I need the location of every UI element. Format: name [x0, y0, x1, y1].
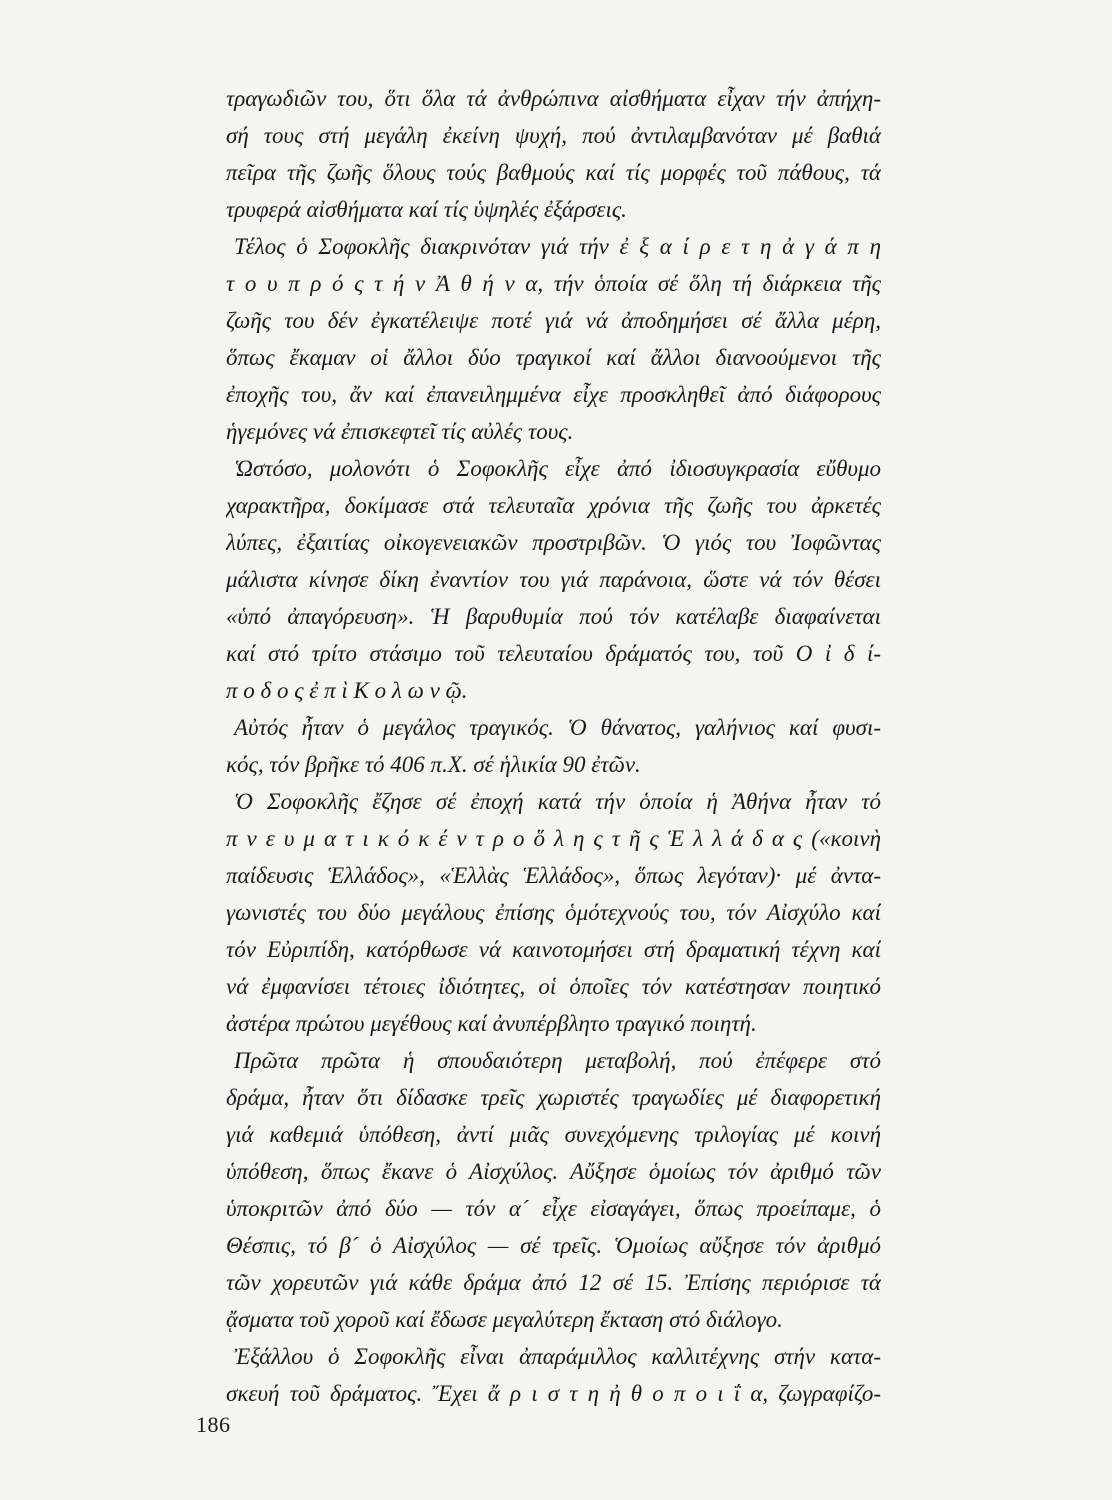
text-line: Θέσπις, τό β´ ὁ Αἰσχύλος — σέ τρεῖς. Ὁμοίως αὔξησε τόν ἀριθμό	[226, 1233, 881, 1258]
text-line: τραγωδιῶν του, ὅτι ὅλα τά ἀνθρώπινα αἰσθήματα εἶχαν τήν ἀπήχη-	[226, 86, 881, 111]
text-line: ἀστέρα πρώτου μεγέθους καί ἀνυπέρβλητο τραγικό ποιητή.	[226, 1011, 757, 1036]
text-line: τ ο υ π ρ ό ς τ ή ν Ἀ θ ή ν α, τήν ὁποία σέ ὅλη τή διάρκεια τῆς	[226, 271, 881, 296]
text-line: ἡγεμόνες νά ἐπισκεφτεῖ τίς αὐλές τους.	[226, 419, 574, 444]
text-line: ἐποχῆς του, ἄν καί ἐπανειλημμένα εἶχε προσκληθεῖ ἀπό διάφορους	[226, 382, 881, 407]
text-line: κός, τόν βρῆκε τό 406 π.Χ. σέ ἡλικία 90 ἐτῶν.	[226, 752, 641, 777]
text-line: λύπες, ἐξαιτίας οἰκογενειακῶν προστριβῶν. Ὁ γιός του Ἰοφῶντας	[226, 530, 881, 555]
text-line: Ὡστόσο, μολονότι ὁ Σοφοκλῆς εἶχε ἀπό ἰδιοσυγκρασία εὔθυμο	[234, 456, 881, 481]
page-number: 186	[196, 1412, 231, 1437]
text-line: σκευή τοῦ δράματος. Ἔχει ἄ ρ ι σ τ η ἠ θ ο π ο ι ΐ α, ζωγραφίζο-	[226, 1381, 881, 1406]
text-line: ὑπόθεση, ὅπως ἔκανε ὁ Αἰσχύλος. Αὔξησε ὁμοίως τόν ἀριθμό τῶν	[226, 1159, 881, 1184]
text-line: ὅπως ἔκαμαν οἱ ἄλλοι δύο τραγικοί καί ἄλλοι διανοούμενοι τῆς	[226, 345, 881, 370]
text-line: μάλιστα κίνησε δίκη ἐναντίον του γιά παράνοια, ὥστε νά τόν θέσει	[226, 567, 881, 592]
text-line: πεῖρα τῆς ζωῆς ὅλους τούς βαθμούς καί τίς μορφές τοῦ πάθους, τά	[226, 160, 881, 185]
text-line: π ν ε υ μ α τ ι κ ό κ έ ν τ ρ ο ὅ λ η ς τ ῆ ς Ἑ λ λ ά δ α ς («κοινὴ	[226, 826, 881, 851]
text-line: π ο δ ο ς ἐ π ὶ Κ ο λ ω ν ῷ.	[226, 678, 468, 703]
text-line: καί στό τρίτο στάσιμο τοῦ τελευταίου δράματός του, τοῦ Ο ἰ δ ί-	[226, 641, 881, 666]
text-line: «ὑπό ἀπαγόρευση». Ἡ βαρυθυμία πού τόν κατέλαβε διαφαίνεται	[226, 604, 881, 629]
text-line: γιά καθεμιά ὑπόθεση, ἀντί μιᾶς συνεχόμενης τριλογίας μέ κοινή	[226, 1122, 881, 1147]
body-text	[226, 80, 881, 1412]
text-line: Ὁ Σοφοκλῆς ἔζησε σέ ἐποχή κατά τήν ὁποία ἡ Ἀθήνα ἦταν τό	[234, 789, 881, 814]
text-line: παίδευσις Ἑλλάδος», «Ἑλλὰς Ἑλλάδος», ὅπως λεγόταν)· μέ ἀντα-	[226, 863, 881, 888]
text-line: γωνιστές του δύο μεγάλους ἐπίσης ὁμότεχνούς του, τόν Αἰσχύλο καί	[226, 900, 881, 925]
text-line: νά ἐμφανίσει τέτοιες ἰδιότητες, οἱ ὁποῖες τόν κατέστησαν ποιητικό	[226, 974, 881, 999]
text-line: Αὐτός ἦταν ὁ μεγάλος τραγικός. Ὁ θάνατος, γαλήνιος καί φυσι-	[234, 715, 881, 740]
text-line: Τέλος ὁ Σοφοκλῆς διακρινόταν γιά τήν ἐ ξ α ί ρ ε τ η ἀ γ ά π η	[234, 234, 881, 259]
text-line: χαρακτῆρα, δοκίμασε στά τελευταῖα χρόνια τῆς ζωῆς του ἀρκετές	[226, 493, 881, 518]
text-line: Πρῶτα πρῶτα ἡ σπουδαιότερη μεταβολή, πού ἐπέφερε στό	[234, 1048, 881, 1073]
text-line: τόν Εὐριπίδη, κατόρθωσε νά καινοτομήσει στή δραματική τέχνη καί	[226, 937, 881, 962]
text-line: ᾄσματα τοῦ χοροῦ καί ἔδωσε μεγαλύτερη ἔκταση στό διάλογο.	[226, 1307, 783, 1332]
text-line: σή τους στή μεγάλη ἐκείνη ψυχή, πού ἀντιλαμβανόταν μέ βαθιά	[226, 123, 881, 148]
text-line: ὑποκριτῶν ἀπό δύο — τόν α´ εἶχε εἰσαγάγει, ὅπως προείπαμε, ὁ	[226, 1196, 881, 1221]
text-line: ζωῆς του δέν ἐγκατέλειψε ποτέ γιά νά ἀποδημήσει σέ ἄλλα μέρη,	[226, 308, 881, 333]
text-line: τῶν χορευτῶν γιά κάθε δράμα ἀπό 12 σέ 15. Ἐπίσης περιόρισε τά	[226, 1270, 881, 1295]
text-line: τρυφερά αἰσθήματα καί τίς ὑψηλές ἐξάρσεις.	[226, 197, 627, 222]
text-line: δράμα, ἦταν ὅτι δίδασκε τρεῖς χωριστές τραγωδίες μέ διαφορετική	[226, 1085, 881, 1110]
text-line: Ἐξάλλου ὁ Σοφοκλῆς εἶναι ἀπαράμιλλος καλλιτέχνης στήν κατα-	[234, 1344, 881, 1369]
